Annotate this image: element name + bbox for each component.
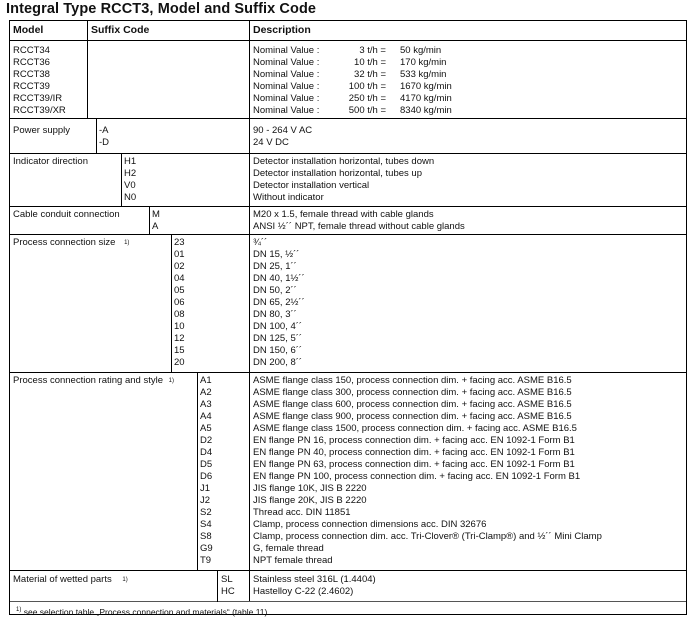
power-supply-descriptions: 90 - 264 V AC 24 V DC bbox=[253, 125, 313, 148]
model-suffix-table bbox=[9, 20, 687, 615]
section-rule bbox=[10, 234, 686, 235]
indicator-direction-label: Indicator direction bbox=[13, 156, 88, 167]
rating-style-codes: A1 A2 A3 A4 A5 D2 D4 D5 D6 J1 J2 S2 S4 S8 G9 T9 bbox=[200, 375, 213, 566]
nominal-value-row: Nominal Value : 500 t/h = 8340 kg/min bbox=[253, 105, 452, 116]
section-rule bbox=[10, 206, 686, 207]
power-code-rule bbox=[96, 118, 97, 154]
indicator-direction-codes: H1 H2 V0 N0 bbox=[124, 156, 137, 203]
description-column-rule bbox=[249, 21, 250, 601]
indicator-direction-descriptions: Detector installation horizontal, tubes down Detector installation horizontal, tubes up Detector installation vertical Without indicator bbox=[253, 156, 435, 203]
connection-size-label: Process connection size $^{1)}$ bbox=[13, 237, 130, 248]
footnote-text: see selection table „Process connection and materials“ (table 11) bbox=[23, 607, 268, 617]
header-rule bbox=[10, 40, 686, 41]
header-suffix-code: Suffix Code bbox=[91, 24, 150, 36]
model-name: RCCT39/IR bbox=[13, 93, 63, 104]
footnote-marker: 1) bbox=[168, 378, 174, 384]
nominal-value-row: Nominal Value : 3 t/h = 50 kg/min bbox=[253, 45, 442, 56]
material-code-rule bbox=[217, 570, 218, 602]
footnote-rule bbox=[10, 601, 686, 602]
footnote-marker: 1) bbox=[122, 577, 128, 583]
header-description: Description bbox=[253, 24, 311, 36]
power-supply-codes: -A -D bbox=[99, 125, 110, 148]
model-name: RCCT38 bbox=[13, 69, 50, 80]
section-rule bbox=[10, 153, 686, 154]
cable-conduit-descriptions: M20 x 1.5, female thread with cable glands ANSI ½´´ NPT, female thread without cable glands bbox=[253, 209, 465, 232]
nominal-value-row: Nominal Value : 100 t/h = 1670 kg/min bbox=[253, 81, 452, 92]
section-rule bbox=[10, 570, 686, 571]
size-code-rule bbox=[171, 234, 172, 373]
cable-conduit-codes: M A bbox=[152, 209, 160, 232]
nominal-value-row: Nominal Value : 250 t/h = 4170 kg/min bbox=[253, 93, 452, 104]
page-title: Integral Type RCCT3, Model and Suffix Code bbox=[6, 1, 317, 17]
model-descriptions bbox=[253, 45, 452, 117]
footnote bbox=[16, 607, 267, 617]
material-descriptions: Stainless steel 316L (1.4404) Hastelloy C-22 (2.4602) bbox=[253, 574, 376, 597]
indicator-code-rule bbox=[121, 153, 122, 207]
header-model: Model bbox=[13, 24, 44, 36]
nominal-value-row: Nominal Value : 32 t/h = 533 kg/min bbox=[253, 69, 447, 80]
material-codes: SL HC bbox=[221, 574, 235, 597]
material-label: Material of wetted parts $^{1)}$ bbox=[13, 574, 128, 585]
rating-style-label: Process connection rating and style $^{1)}$ bbox=[13, 375, 174, 386]
power-supply-label: Power supply bbox=[13, 125, 71, 136]
nominal-value-row: Nominal Value : 10 t/h = 170 kg/min bbox=[253, 57, 447, 68]
footnote-marker: 1) bbox=[16, 607, 22, 613]
model-name: RCCT39/XR bbox=[13, 105, 66, 116]
connection-size-descriptions: ¾´´ DN 15, ½´´ DN 25, 1´´ DN 40, 1½´´ DN 50, 2´´ DN 65, 2½´´ DN 80, 3´´ DN 100, 4´´ DN 125, 5´´ DN 150, 6´´ DN 200, 8´´ bbox=[253, 237, 305, 368]
rating-code-rule bbox=[197, 372, 198, 571]
section-rule bbox=[10, 372, 686, 373]
model-name: RCCT39 bbox=[13, 81, 50, 92]
section-rule bbox=[10, 118, 686, 119]
connection-size-codes: 23 01 02 04 05 06 08 10 12 15 20 bbox=[174, 237, 185, 368]
cable-code-rule bbox=[149, 206, 150, 235]
model-name: RCCT36 bbox=[13, 57, 50, 68]
cable-conduit-label: Cable conduit connection bbox=[13, 209, 120, 220]
model-name: RCCT34 bbox=[13, 45, 50, 56]
rating-style-descriptions: ASME flange class 150, process connection dim. + facing acc. ASME B16.5 ASME flange class 300, process connection dim. + facing acc. ASME B16.5 ASME flange class 600, process connection dim. + facing acc. ASME B16.5 ASME flange class 900, process connection dim. + facing acc. ASME B16.5 ASME flange class 1500, process connection dim. + facing acc. ASME B16.5 EN flange PN 16, process connection dim. + facing acc. EN 1092-1 Form B1 EN flange PN 40, process connection dim. + facing acc. EN 1092-1 Form B1 EN flange PN 63, process connection dim. + facing acc. EN 1092-1 Form B1 EN flange PN 100, process connection dim. + facing acc. EN 1092-1 Form B1 JIS flange 10K, JIS B 2220 JIS flange 20K, JIS B 2220 Thread acc. DIN 11851 Clamp, process connection dimensions acc. DIN 32676 Clamp, process connection dim. acc. Tri-Clover® (Tri-Clamp®) and ½´´ Mini Clamp G, female thread NPT female thread bbox=[253, 375, 602, 566]
footnote-marker: 1) bbox=[124, 240, 130, 246]
model-list bbox=[13, 45, 66, 117]
model-column-rule bbox=[87, 21, 88, 119]
